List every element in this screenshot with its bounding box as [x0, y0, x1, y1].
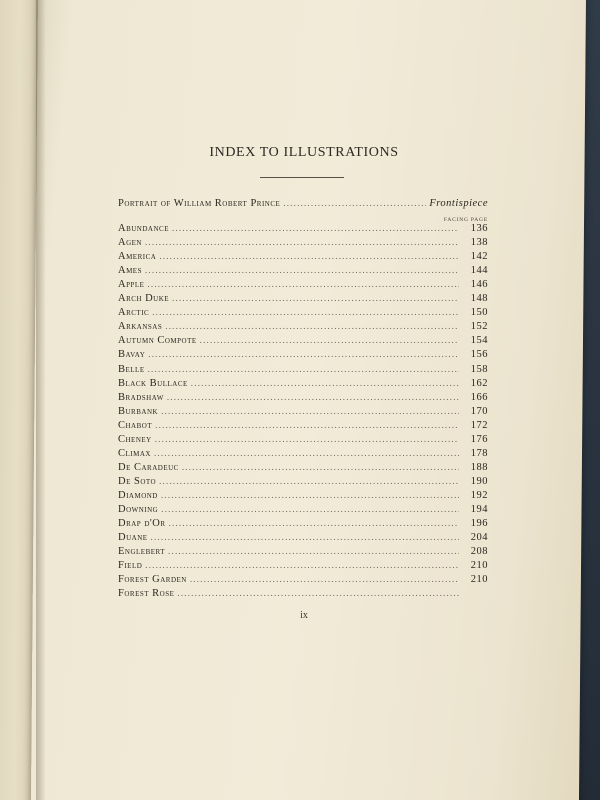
- index-entry: [118, 504, 488, 518]
- leader-dots: [167, 392, 459, 402]
- index-entry: [118, 546, 488, 560]
- page-gutter-shadow: [36, 0, 46, 800]
- index-entry: [118, 279, 488, 293]
- leader-dots: [161, 406, 459, 416]
- index-entry: [118, 321, 488, 335]
- entry-name: Duane: [118, 532, 148, 544]
- entry-page: 156: [470, 349, 488, 361]
- entry-page: Frontispiece: [429, 198, 488, 209]
- entry-name: Diamond: [118, 489, 158, 501]
- entry-name: Bradshaw: [118, 391, 164, 403]
- leader-dots: [151, 532, 459, 542]
- leader-dots: [172, 293, 459, 303]
- entry-page: 138: [470, 237, 488, 249]
- leader-dots: [145, 560, 459, 570]
- entry-name: Belle: [118, 363, 145, 375]
- entry-page: 142: [470, 251, 488, 263]
- entry-page: 162: [470, 377, 488, 389]
- entry-page: 170: [470, 405, 488, 417]
- entry-page: 192: [470, 489, 488, 501]
- entry-page: 176: [470, 433, 488, 445]
- leader-dots: [161, 490, 459, 500]
- leader-dots: [152, 307, 459, 317]
- index-entry: [118, 223, 488, 237]
- leader-dots: [155, 420, 459, 430]
- leader-dots: [168, 546, 459, 556]
- leader-dots: [159, 476, 459, 486]
- leader-dots: [154, 448, 459, 458]
- entry-page: 190: [470, 475, 488, 487]
- entry-page: 166: [470, 391, 488, 403]
- page-title: INDEX TO ILLUSTRATIONS: [209, 145, 399, 160]
- index-entry: [118, 588, 488, 602]
- leader-dots: [159, 251, 459, 261]
- index-entry: [118, 532, 488, 546]
- entry-name: Downing: [118, 504, 159, 515]
- leader-dots: [145, 237, 459, 247]
- entry-page: 146: [470, 279, 488, 291]
- entry-name: Climax: [118, 447, 151, 459]
- page-content: [118, 0, 490, 800]
- entry-page: 144: [470, 265, 488, 277]
- entry-page: 178: [470, 447, 488, 459]
- index-entry: [118, 335, 488, 349]
- leader-dots: [161, 504, 459, 514]
- entry-name: Chabot: [118, 419, 153, 431]
- index-entry: [118, 251, 488, 265]
- index-entry: [118, 434, 488, 448]
- entry-page: 148: [470, 293, 488, 305]
- entry-page: 194: [470, 504, 488, 515]
- entry-page: 208: [470, 546, 488, 558]
- entry-name: Arch Duke: [118, 293, 170, 305]
- index-entry: [118, 560, 488, 574]
- entry-page: 150: [470, 307, 488, 319]
- leader-dots: [283, 198, 426, 208]
- index-entry: [118, 476, 488, 490]
- index-entry: [118, 406, 488, 420]
- entry-name: Abundance: [118, 223, 169, 234]
- entry-name: Bavay: [118, 349, 146, 361]
- leader-dots: [169, 518, 459, 528]
- entry-page: 196: [470, 518, 488, 529]
- leader-dots: [165, 321, 459, 331]
- entry-name: De Caradeuc: [118, 461, 179, 473]
- entry-name: Apple: [118, 279, 145, 291]
- index-entry: [118, 574, 488, 588]
- entry-name: Forest Rose: [118, 588, 175, 600]
- leader-dots: [190, 574, 459, 584]
- entry-page: 210: [470, 560, 488, 572]
- entry-name: America: [118, 251, 157, 263]
- title-rule: [260, 177, 344, 178]
- facing-page-label: FACING PAGE: [443, 217, 488, 223]
- index-entry: [118, 265, 488, 279]
- frontispiece-entry: [118, 198, 488, 212]
- entry-name: Drap d'Or: [118, 518, 166, 529]
- entry-name: Arctic: [118, 307, 150, 319]
- entry-name: Forest Garden: [118, 574, 187, 586]
- leader-dots: [177, 588, 459, 598]
- entry-name: Ames: [118, 265, 142, 277]
- entry-page: 188: [470, 461, 488, 473]
- entry-name: Autumn Compote: [118, 335, 197, 347]
- entry-name: Black Bullace: [118, 377, 188, 389]
- leader-dots: [145, 265, 459, 275]
- index-entry: [118, 392, 488, 406]
- entry-page: 210: [470, 574, 488, 586]
- index-entry: [118, 293, 488, 307]
- entry-page: 158: [470, 363, 488, 375]
- index-entry: [118, 237, 488, 251]
- leader-dots: [200, 335, 459, 345]
- leader-dots: [172, 223, 459, 233]
- index-entry: [118, 462, 488, 476]
- index-entry: [118, 518, 488, 532]
- entry-name: Agen: [118, 237, 142, 249]
- entry-name: Arkansas: [118, 321, 163, 333]
- entry-name: Burbank: [118, 405, 159, 417]
- index-entry: [118, 420, 488, 434]
- index-entry: [118, 364, 488, 378]
- page-number: ix: [300, 610, 308, 621]
- leader-dots: [147, 279, 459, 289]
- leader-dots: [148, 364, 459, 374]
- entry-page: 172: [470, 419, 488, 431]
- index-entry: [118, 378, 488, 392]
- leader-dots: [155, 434, 459, 444]
- entry-name: Englebert: [118, 546, 166, 558]
- index-entry: [118, 490, 488, 504]
- entry-page: 204: [470, 532, 488, 544]
- entry-page: 136: [470, 223, 488, 234]
- entry-name: Portrait of William Robert Prince: [118, 198, 281, 209]
- leader-dots: [148, 349, 459, 359]
- entry-name: De Soto: [118, 475, 157, 487]
- index-entry: [118, 307, 488, 321]
- entry-name: Cheney: [118, 433, 152, 445]
- entry-page: 154: [470, 335, 488, 347]
- entry-page: 152: [470, 321, 488, 333]
- leader-dots: [191, 378, 459, 388]
- index-entry: [118, 349, 488, 363]
- leader-dots: [182, 462, 459, 472]
- entry-name: Field: [118, 560, 143, 572]
- index-entry: [118, 448, 488, 462]
